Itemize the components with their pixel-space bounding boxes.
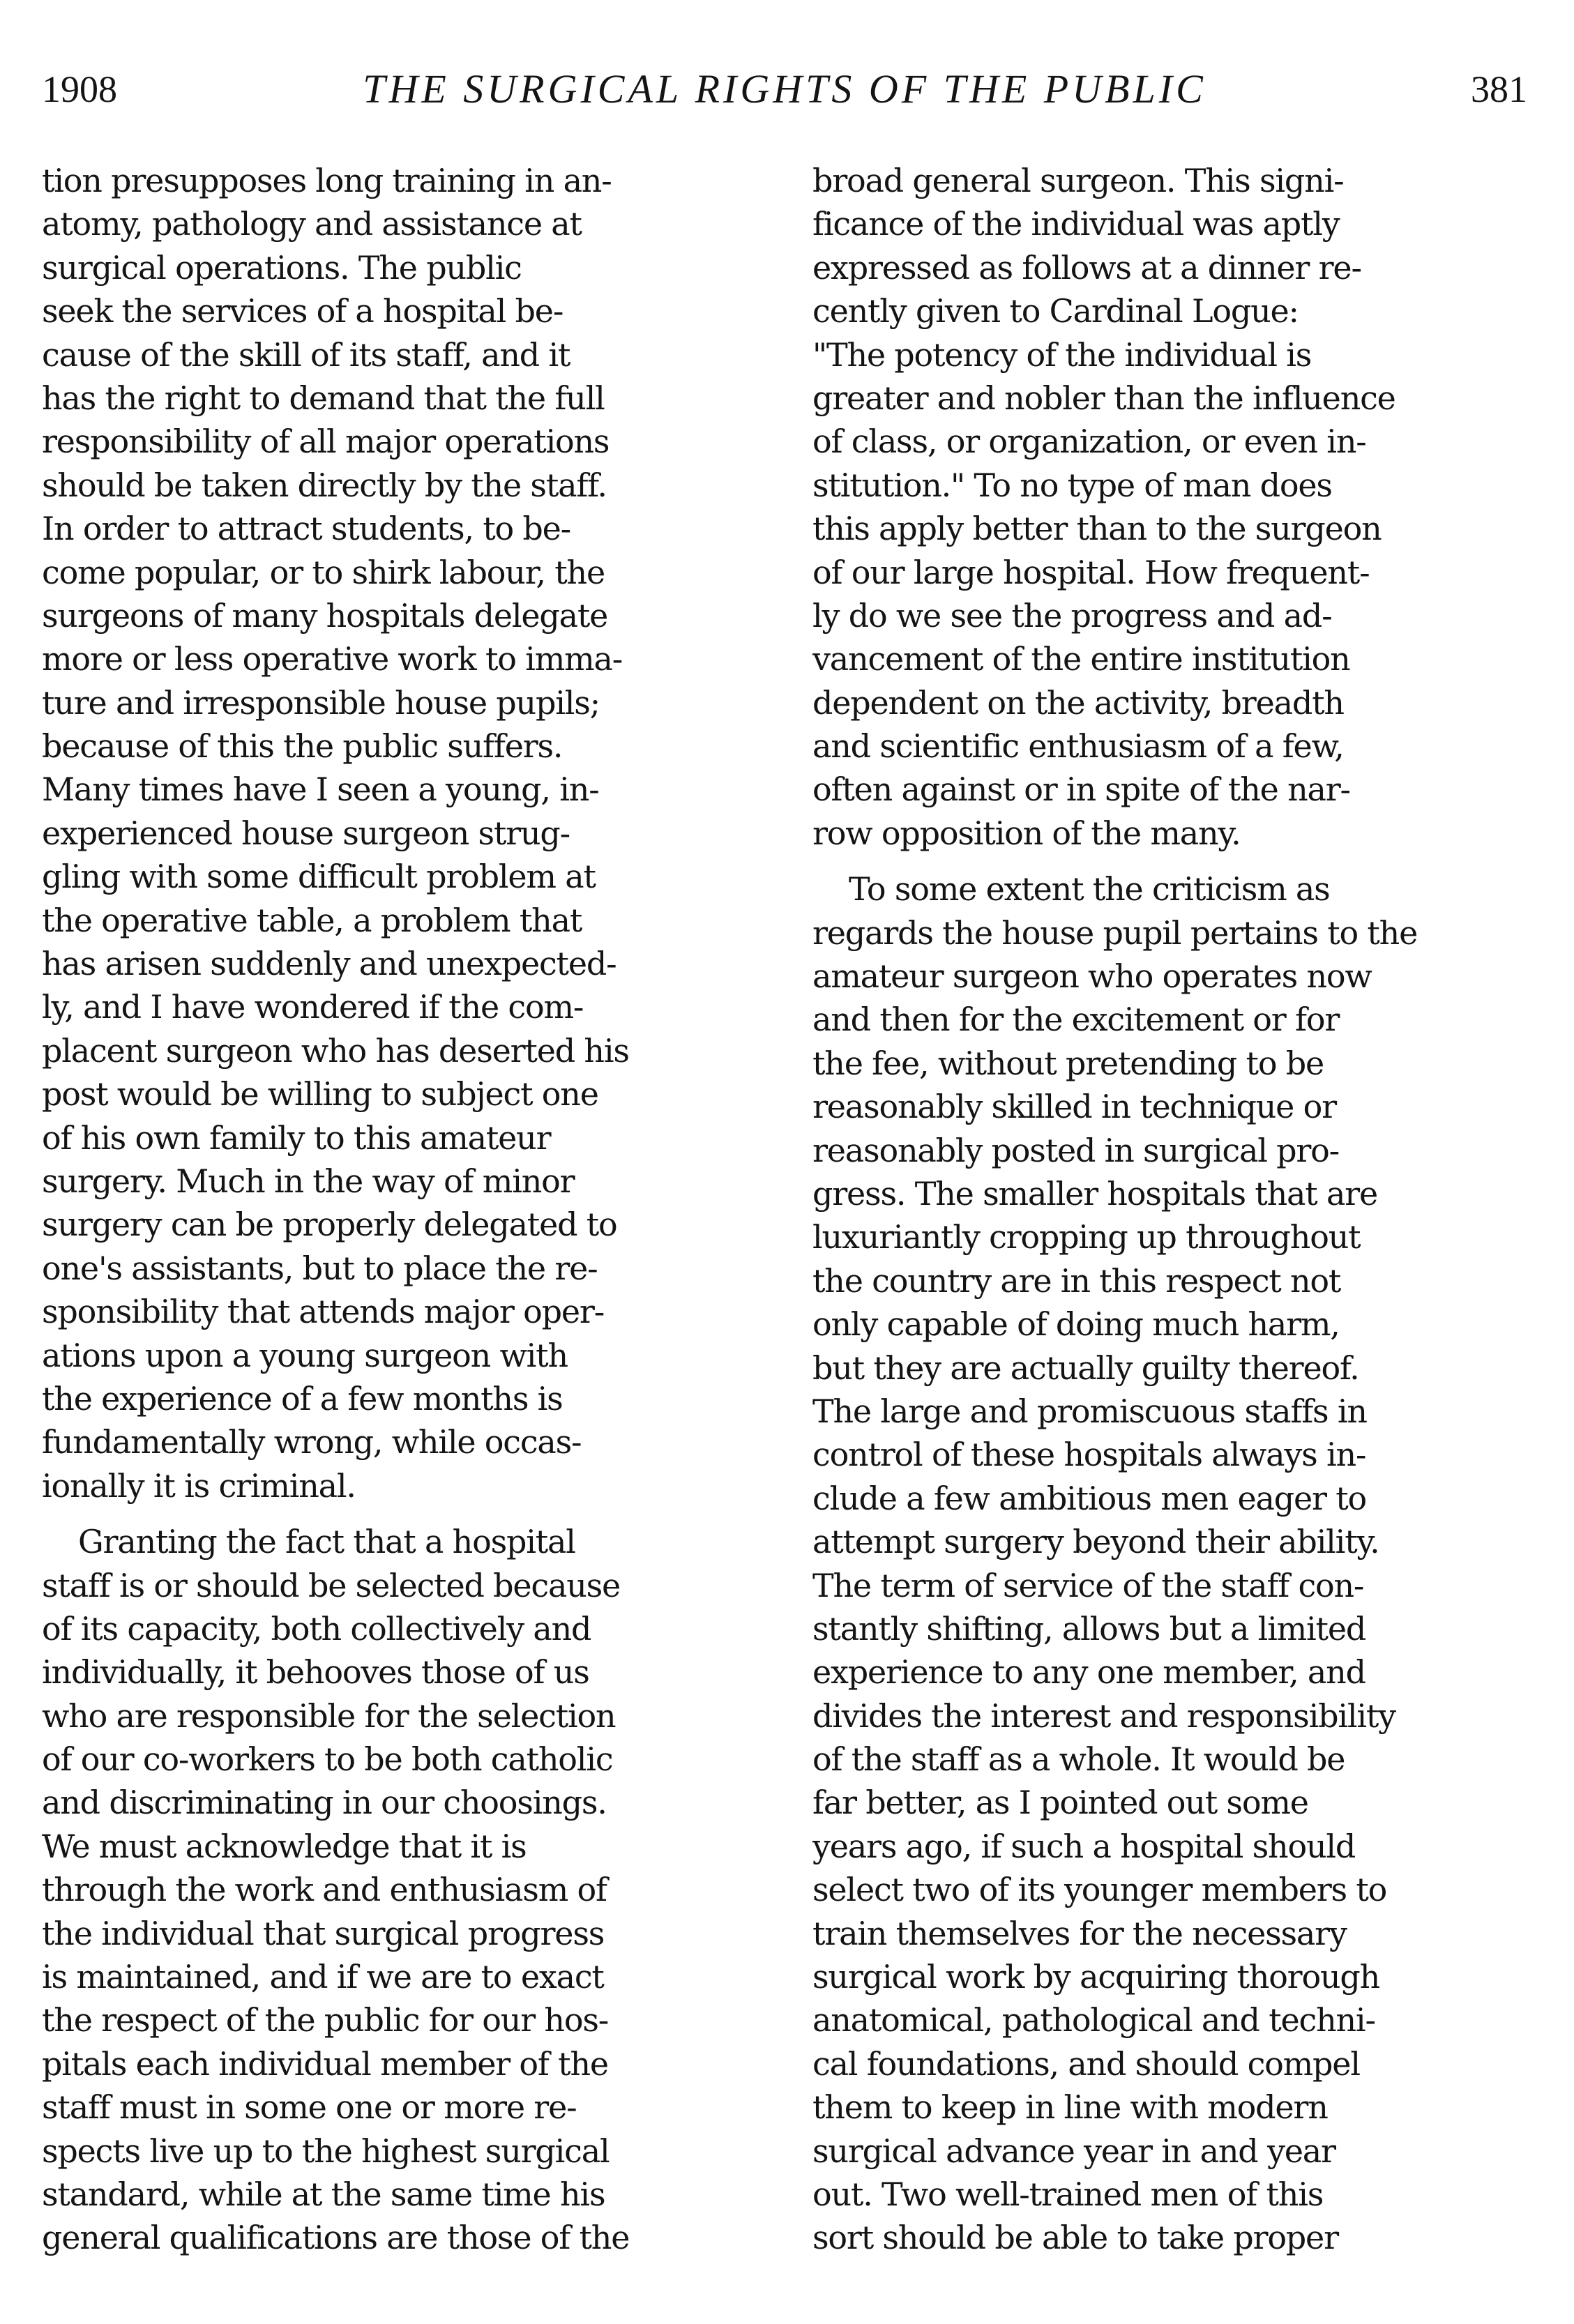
text-line: but they are actually guilty thereof. (812, 1349, 1359, 1387)
text-line: and scientific enthusiasm of a few, (812, 727, 1344, 766)
text-line: of the staff as a whole. It would be (812, 1740, 1345, 1779)
text-line: the respect of the public for our hos- (42, 2001, 609, 2040)
text-line: ly, and I have wondered if the com- (42, 988, 584, 1026)
text-line: experience to any one member, and (812, 1653, 1365, 1692)
text-line: is maintained, and if we are to exact (42, 1958, 604, 1996)
text-line: attempt surgery beyond their ability. (812, 1523, 1379, 1561)
text-line: "The potency of the individual is (812, 335, 1312, 374)
text-line: amateur surgeon who operates now (812, 957, 1372, 996)
text-line: regards the house pupil pertains to the (812, 913, 1418, 952)
text-line: only capable of doing much harm, (812, 1305, 1340, 1344)
text-line: tion presupposes long training in an- (42, 162, 612, 199)
text-line: pitals each individual member of the (42, 2044, 608, 2083)
text-line: of class, or organization, or even in- (812, 423, 1366, 461)
left-paragraph-2 (42, 1520, 767, 2260)
text-line: clude a few ambitious men eager to (812, 1479, 1367, 1517)
text-line: fundamentally wrong, while occas- (42, 1423, 582, 1461)
text-line: gress. The smaller hospitals that are (812, 1174, 1377, 1213)
text-line: select two of its younger members to (812, 1871, 1387, 1909)
text-line: more or less operative work to imma- (42, 640, 623, 678)
left-paragraph-1 (42, 159, 767, 1507)
text-line: who are responsible for the selection (42, 1696, 616, 1735)
text-line: seek the services of a hospital be- (42, 292, 563, 331)
text-line: The term of service of the staff con- (812, 1566, 1364, 1604)
text-line: general qualifications are those of the (42, 2219, 630, 2257)
right-paragraph-2 (812, 867, 1538, 2260)
paragraph-gap (812, 855, 1538, 867)
text-line: of his own family to this amateur (42, 1118, 551, 1157)
text-line: stitution." To no type of man does (812, 466, 1332, 504)
text-line: row opposition of the many. (812, 814, 1241, 852)
text-line: Many times have I seen a young, in- (42, 770, 599, 809)
text-line: the experience of a few months is (42, 1379, 563, 1418)
text-line: divides the interest and responsibility (812, 1696, 1395, 1735)
text-line: ture and irresponsible house pupils; (42, 683, 600, 722)
text-line: and then for the excitement or for (812, 1001, 1340, 1039)
text-line: because of this the public suffers. (42, 727, 563, 766)
text-line: broad general surgeon. This signi- (812, 162, 1344, 199)
text-line: greater and nobler than the influence (812, 379, 1395, 417)
text-line: has arisen suddenly and unexpected- (42, 945, 616, 983)
text-line: the operative table, a problem that (42, 901, 582, 939)
text-line: control of these hospitals always in- (812, 1436, 1366, 1474)
text-line: cause of the skill of its staff, and it (42, 335, 570, 374)
text-line: standard, while at the same time his (42, 2175, 605, 2213)
text-line: post would be willing to subject one (42, 1075, 598, 1114)
right-column (812, 159, 1538, 2260)
text-line: the individual that surgical progress (42, 1914, 605, 1952)
text-line: them to keep in line with modern (812, 2088, 1328, 2127)
text-line: of our large hospital. How frequent- (812, 553, 1370, 591)
text-line: should be taken directly by the staff. (42, 466, 607, 504)
header-year: 1908 (42, 68, 117, 110)
text-line: placent surgeon who has deserted his (42, 1031, 629, 1070)
text-line: reasonably posted in surgical pro- (812, 1131, 1340, 1169)
text-line: cently given to Cardinal Logue: (812, 292, 1299, 331)
text-line: cal foundations, and should compel (812, 2044, 1360, 2083)
text-line: spects live up to the highest surgical (42, 2132, 610, 2170)
text-line: sponsibility that attends major oper- (42, 1293, 605, 1331)
text-line: surgical operations. The public (42, 248, 522, 287)
text-line: dependent on the activity, breadth (812, 683, 1344, 722)
text-line: and discriminating in our choosings. (42, 1784, 607, 1822)
header-title: THE SURGICAL RIGHTS OF THE PUBLIC (363, 66, 1206, 112)
text-line: staff must in some one or more re- (42, 2088, 577, 2127)
text-line: expressed as follows at a dinner re- (812, 248, 1361, 287)
text-line: We must acknowledge that it is (42, 1827, 527, 1865)
paragraph-gap (42, 1507, 767, 1520)
text-line: The large and promiscuous staffs in (812, 1392, 1367, 1430)
running-header (42, 61, 1527, 117)
text-line: individually, it behooves those of us (42, 1653, 589, 1692)
text-line: ly do we see the progress and ad- (812, 596, 1332, 635)
text-line: one's assistants, but to place the re- (42, 1249, 598, 1287)
text-line: the fee, without pretending to be (812, 1044, 1324, 1082)
text-line: surgical advance year in and year (812, 2132, 1335, 2170)
text-line: vancement of the entire institution (812, 640, 1350, 678)
text-line: of its capacity, both collectively and (42, 1609, 591, 1648)
page-number: 381 (1471, 68, 1527, 110)
text-line: sort should be able to take proper (812, 2219, 1338, 2257)
text-line: surgeons of many hospitals delegate (42, 596, 608, 635)
text-line: ations upon a young surgeon with (42, 1336, 568, 1374)
text-line: gling with some difficult problem at (42, 858, 596, 896)
right-paragraph-1 (812, 159, 1538, 855)
text-line: staff is or should be selected because (42, 1566, 621, 1604)
text-line: Granting the fact that a hospital (78, 1523, 575, 1561)
text-line: ficance of the individual was aptly (812, 205, 1340, 243)
text-line: come popular, or to shirk labour, the (42, 553, 605, 591)
text-line: In order to attract students, to be- (42, 510, 571, 548)
text-line: responsibility of all major operations (42, 423, 610, 461)
text-line: this apply better than to the surgeon (812, 510, 1382, 548)
text-line: To some extent the criticism as (849, 870, 1330, 909)
text-line: through the work and enthusiasm of (42, 1871, 607, 1909)
text-line: experienced house surgeon strug- (42, 814, 570, 852)
text-line: atomy, pathology and assistance at (42, 205, 582, 243)
text-line: reasonably skilled in technique or (812, 1088, 1336, 1126)
text-line: has the right to demand that the full (42, 379, 605, 417)
text-line: stantly shifting, allows but a limited (812, 1609, 1366, 1648)
text-line: far better, as I pointed out some (812, 1784, 1308, 1822)
text-line: ionally it is criminal. (42, 1466, 356, 1505)
text-line: surgical work by acquiring thorough (812, 1958, 1380, 1996)
text-line: of our co-workers to be both catholic (42, 1740, 613, 1779)
text-line: out. Two well-trained men of this (812, 2175, 1324, 2213)
left-column (42, 159, 767, 2260)
text-line: the country are in this respect not (812, 1261, 1341, 1300)
text-line: surgery can be properly delegated to (42, 1206, 617, 1244)
text-line: anatomical, pathological and techni- (812, 2001, 1375, 2040)
text-line: often against or in spite of the nar- (812, 770, 1350, 809)
text-line: train themselves for the necessary (812, 1914, 1347, 1952)
text-line: surgery. Much in the way of minor (42, 1162, 575, 1200)
text-line: luxuriantly cropping up throughout (812, 1218, 1361, 1256)
text-line: years ago, if such a hospital should (812, 1827, 1356, 1865)
